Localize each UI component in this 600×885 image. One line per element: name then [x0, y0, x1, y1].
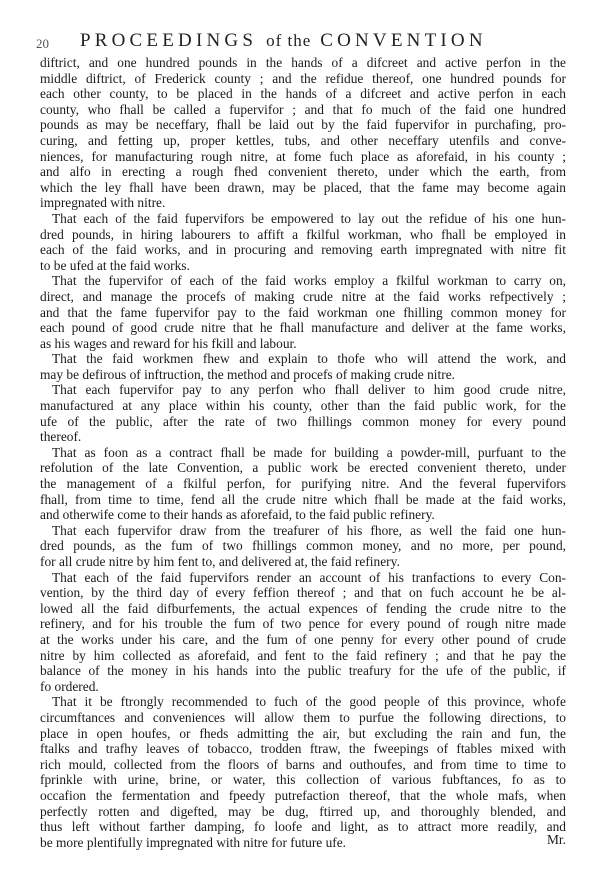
text-line	[40, 195, 566, 211]
text-line	[40, 507, 566, 523]
text-line	[40, 554, 566, 570]
text-line	[40, 117, 566, 133]
text-line-content: vention, by the third day of every feffion thereof ; and that on fuch account he be al-	[40, 585, 566, 601]
text-line	[40, 492, 566, 508]
text-line	[40, 273, 566, 289]
text-line	[40, 679, 566, 695]
text-line-content: to be ufed at the faid works.	[40, 257, 190, 273]
text-line	[40, 71, 566, 87]
text-line-content: thus left without farther damping, fo loofe and light, as to attract more readily, and	[40, 819, 566, 835]
text-line	[40, 538, 566, 554]
text-line-content: ftalks and trafhy leaves of tobacco, trodden ftraw, the fweepings of ftables mixed with	[40, 741, 566, 757]
catchword: Mr.	[547, 832, 566, 847]
text-line	[40, 616, 566, 632]
text-line	[40, 382, 566, 398]
text-line-content: and that the fame fupervifor pay to the faid workman one fhilling common money for	[40, 304, 566, 320]
text-line-content: manufactured at any place within his county, other than the faid public work, for the	[40, 398, 566, 414]
text-line	[40, 289, 566, 305]
text-line	[40, 819, 566, 835]
text-line-content: diftrict, and one hundred pounds in the hands of a difcreet and active perfon in the	[40, 55, 566, 70]
text-line-content: refolution of the late Convention, a public work be erected convenient thereto, under	[40, 460, 566, 476]
text-line-content: lowed all the faid difburfements, the actual expences of fending the crude nitre to the	[40, 600, 566, 616]
text-line-content: That the faid workmen fhew and explain to thofe who will attend the work, and	[52, 351, 566, 367]
text-line-content: which the ley fhall have been drawn, may be placed, that the fame may become again	[40, 179, 566, 195]
text-line	[40, 694, 566, 710]
text-line	[40, 663, 566, 679]
text-line	[40, 164, 566, 180]
running-title-part: of the	[266, 31, 312, 50]
text-line-content: place in open houfes, or fheds admitting the air, but excluding the rain and fun, the	[40, 725, 566, 741]
text-line-content: curing, and fetting up, proper kettles, tubs, and other neceffary utenfils and conve-	[40, 132, 566, 148]
text-line	[40, 757, 566, 773]
text-line-content: That each fupervifor pay to any perfon who fhall deliver to him good crude nitre,	[52, 382, 566, 398]
text-line-content: the management of a fkilful perfon, for purifying nitre. And the feveral fupervifors	[40, 476, 566, 492]
text-line	[40, 367, 566, 383]
text-line-content: nitre by him collected as aforefaid, and fent to the faid refinery ; and that he pay the	[40, 647, 566, 663]
text-line-content: and alfo in erecting a rough fhed convenient thereto, under which the earth, from	[40, 164, 566, 180]
text-line-content: fo ordered.	[40, 678, 99, 694]
text-line	[40, 726, 566, 742]
text-line-content: niences, for manufacturing rough nitre, at fome fuch place as aforefaid, in his county ;	[40, 148, 566, 164]
text-line	[40, 305, 566, 321]
text-line-content: each pound of good crude nitre that he fhall manufacture and deliver at the fame works,	[40, 320, 566, 336]
text-line	[40, 320, 566, 336]
text-line	[40, 741, 566, 757]
text-line	[40, 460, 566, 476]
text-line	[40, 804, 566, 820]
text-line-content: each other county, to be placed in the hands of a difcreet and active perfon in each	[40, 86, 566, 102]
text-line-content: for all crude nitre by him fent to, and delivered at, the faid refinery.	[40, 554, 400, 569]
text-line	[40, 445, 566, 461]
text-line	[40, 429, 566, 445]
text-line	[40, 398, 566, 414]
text-line	[40, 336, 566, 352]
text-line	[40, 351, 566, 367]
text-line	[40, 632, 566, 648]
text-line-content: county, who fhall be called a fupervifor ; and that fo much of the faid one hundred	[40, 101, 566, 117]
text-line-content: direct, and manage the procefs of making crude nitre at the faid works refpectively ;	[40, 288, 566, 304]
text-line-content: each of the faid works, and in procuring and removing earth impregnated with nitre fit	[40, 242, 566, 258]
text-line	[40, 86, 566, 102]
text-line-content: rich mould, collected from the floors of barns and outhoufes, and from time to time to	[40, 756, 566, 772]
text-line	[40, 55, 566, 71]
text-line	[40, 211, 566, 227]
text-line	[40, 102, 566, 118]
text-line-content: dred pounds, in hiring labourers to affift a fkilful workman, who fhall be employed in	[40, 226, 566, 242]
text-line	[40, 835, 566, 851]
text-line-content: perfectly rotten and digefted, may be dug, ftirred up, and thoroughly blended, and	[40, 803, 566, 819]
text-line	[40, 227, 566, 243]
text-line-content: thereof.	[40, 429, 82, 445]
text-line	[40, 149, 566, 165]
text-line-content: balance of the money in his hands into the public treafury for the ufe of the public, if	[40, 663, 566, 679]
text-line	[40, 710, 566, 726]
text-line-content: middle diftrict, of Frederick county ; and the refidue thereof, one hundred pounds for	[40, 70, 566, 86]
page-number: 20	[36, 36, 49, 51]
running-title-part: PROCEEDINGS	[80, 30, 258, 51]
text-line-content: may be defirous of inftruction, the method and procefs of making crude nitre.	[40, 366, 455, 382]
text-line-content: refinery, and for his trouble the fum of two pence for every pound of rough nitre made	[40, 616, 566, 632]
text-line	[40, 523, 566, 539]
text-line	[40, 242, 566, 258]
text-line	[40, 133, 566, 149]
text-line-content: at the works under his care, and the fum of one penny for every other pound of crude	[40, 631, 566, 647]
text-line-content: impregnated with nitre.	[40, 195, 166, 211]
text-line-content: That it be ftrongly recommended to fuch of the good people of this province, whofe	[52, 694, 566, 710]
text-line-content: circumftances and conveniences will allow them to purfue the following directions, to	[40, 709, 566, 725]
text-line	[40, 476, 566, 492]
text-line-content: That each fupervifor draw from the treafurer of his fhore, as well the faid one hun-	[52, 522, 566, 538]
text-line	[40, 772, 566, 788]
text-line	[40, 585, 566, 601]
text-line	[40, 648, 566, 664]
document-body	[40, 55, 566, 850]
text-line-content: pounds as may be neceffary, fhall be laid out by the faid fupervifor in purchafing, pro-	[40, 117, 566, 133]
text-line-content: fhall, from time to time, fend all the crude nitre which fhall be made at the faid works,	[40, 491, 566, 507]
running-title	[80, 30, 487, 52]
text-line-content: That each of the faid fupervifors render an account of his tranfactions to every Con-	[52, 569, 566, 585]
text-line-content: and otherwife come to their hands as aforefaid, to the faid public refinery.	[40, 507, 435, 523]
text-line	[40, 258, 566, 274]
text-line-content: That each of the faid fupervifors be empowered to lay out the refidue of his one hun-	[52, 210, 566, 226]
text-line-content: dred pounds, as the fum of two fhillings common money, and no more, per pound,	[40, 538, 566, 554]
text-line-content: occafion the fermentation and fpeedy putrefaction thereof, that the whole mafs, when	[40, 787, 566, 803]
text-line-content: That the fupervifor of each of the faid works employ a fkilful workman to carry on,	[52, 273, 566, 289]
text-line-content: as his wages and reward for his fkill and labour.	[40, 335, 297, 351]
text-line	[40, 570, 566, 586]
text-line	[40, 414, 566, 430]
text-line-content: fprinkle with urine, brine, or water, this collection of various fubftances, fo as to	[40, 772, 566, 788]
text-line	[40, 601, 566, 617]
text-line-content: ufe of the public, after the rate of two fhillings common money for every pound	[40, 413, 566, 429]
text-line-content: be more plentifully impregnated with nitre for future ufe.	[40, 834, 347, 850]
text-line-content: That as foon as a contract fhall be made for building a powder-mill, purfuant to the	[52, 444, 566, 460]
running-title-part: CONVENTION	[320, 30, 487, 51]
text-line	[40, 788, 566, 804]
page-header	[36, 30, 576, 54]
text-line	[40, 180, 566, 196]
